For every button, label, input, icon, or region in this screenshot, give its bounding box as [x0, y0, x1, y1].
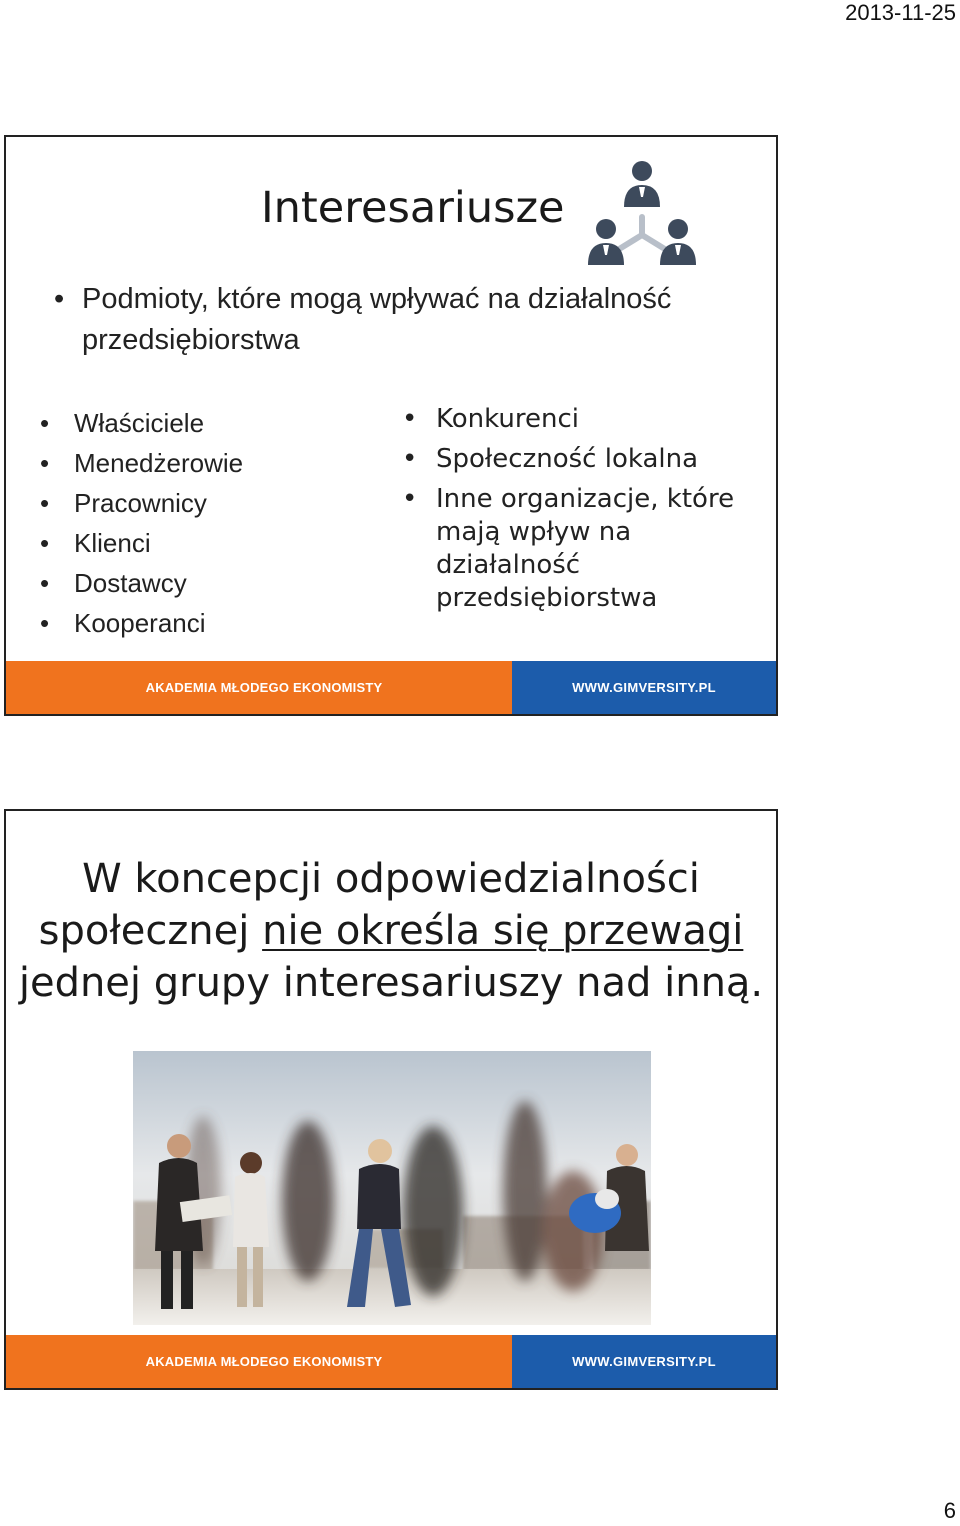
list-item: • Dostawcy	[40, 563, 243, 603]
footer-academy-label: AKADEMIA MŁODEGO EKONOMISTY	[6, 1335, 512, 1388]
list-item: • Konkurenci	[402, 403, 742, 436]
slide-interesariusze	[4, 135, 778, 716]
stakeholder-list-left	[40, 403, 243, 643]
slide-csr-quote	[4, 809, 778, 1390]
list-item: • Menedżerowie	[40, 443, 243, 483]
stakeholder-list-right	[402, 403, 742, 622]
stakeholders-network-icon	[586, 159, 698, 269]
document-date: 2013-11-25	[845, 0, 956, 25]
slide-footer	[6, 1335, 776, 1388]
list-item: • Właściciele	[40, 403, 243, 443]
quote-line	[6, 905, 776, 957]
quote-line: W koncepcji odpowiedzialności	[82, 856, 700, 902]
slide-title: Interesariusze	[261, 183, 565, 233]
list-item: • Klienci	[40, 523, 243, 563]
list-item: • Inne organizacje, które mają wpływ na działalność przedsiębiorstwa	[402, 483, 742, 615]
walking-people-photo	[133, 1051, 651, 1325]
list-item: • Pracownicy	[40, 483, 243, 523]
quote-text	[6, 853, 776, 1009]
quote-underlined-phrase: nie określa się przewagi	[262, 908, 744, 954]
page-number: 6	[943, 1498, 956, 1523]
slide-footer	[6, 661, 776, 714]
quote-line: jednej grupy interesariuszy nad inną.	[18, 960, 764, 1006]
intro-bullet: • Podmioty, które mogą wpływać na działalność przedsiębiorstwa	[54, 279, 754, 361]
quote-line-plain: społecznej	[38, 908, 263, 954]
intro-text: Podmioty, które mogą wpływać na działalność przedsiębiorstwa	[82, 283, 672, 356]
footer-academy-label: AKADEMIA MŁODEGO EKONOMISTY	[6, 661, 512, 714]
footer-website-link[interactable]: WWW.GIMVERSITY.PL	[512, 1335, 776, 1388]
footer-website-link[interactable]: WWW.GIMVERSITY.PL	[512, 661, 776, 714]
list-item: • Kooperanci	[40, 603, 243, 643]
list-item: • Społeczność lokalna	[402, 443, 742, 476]
